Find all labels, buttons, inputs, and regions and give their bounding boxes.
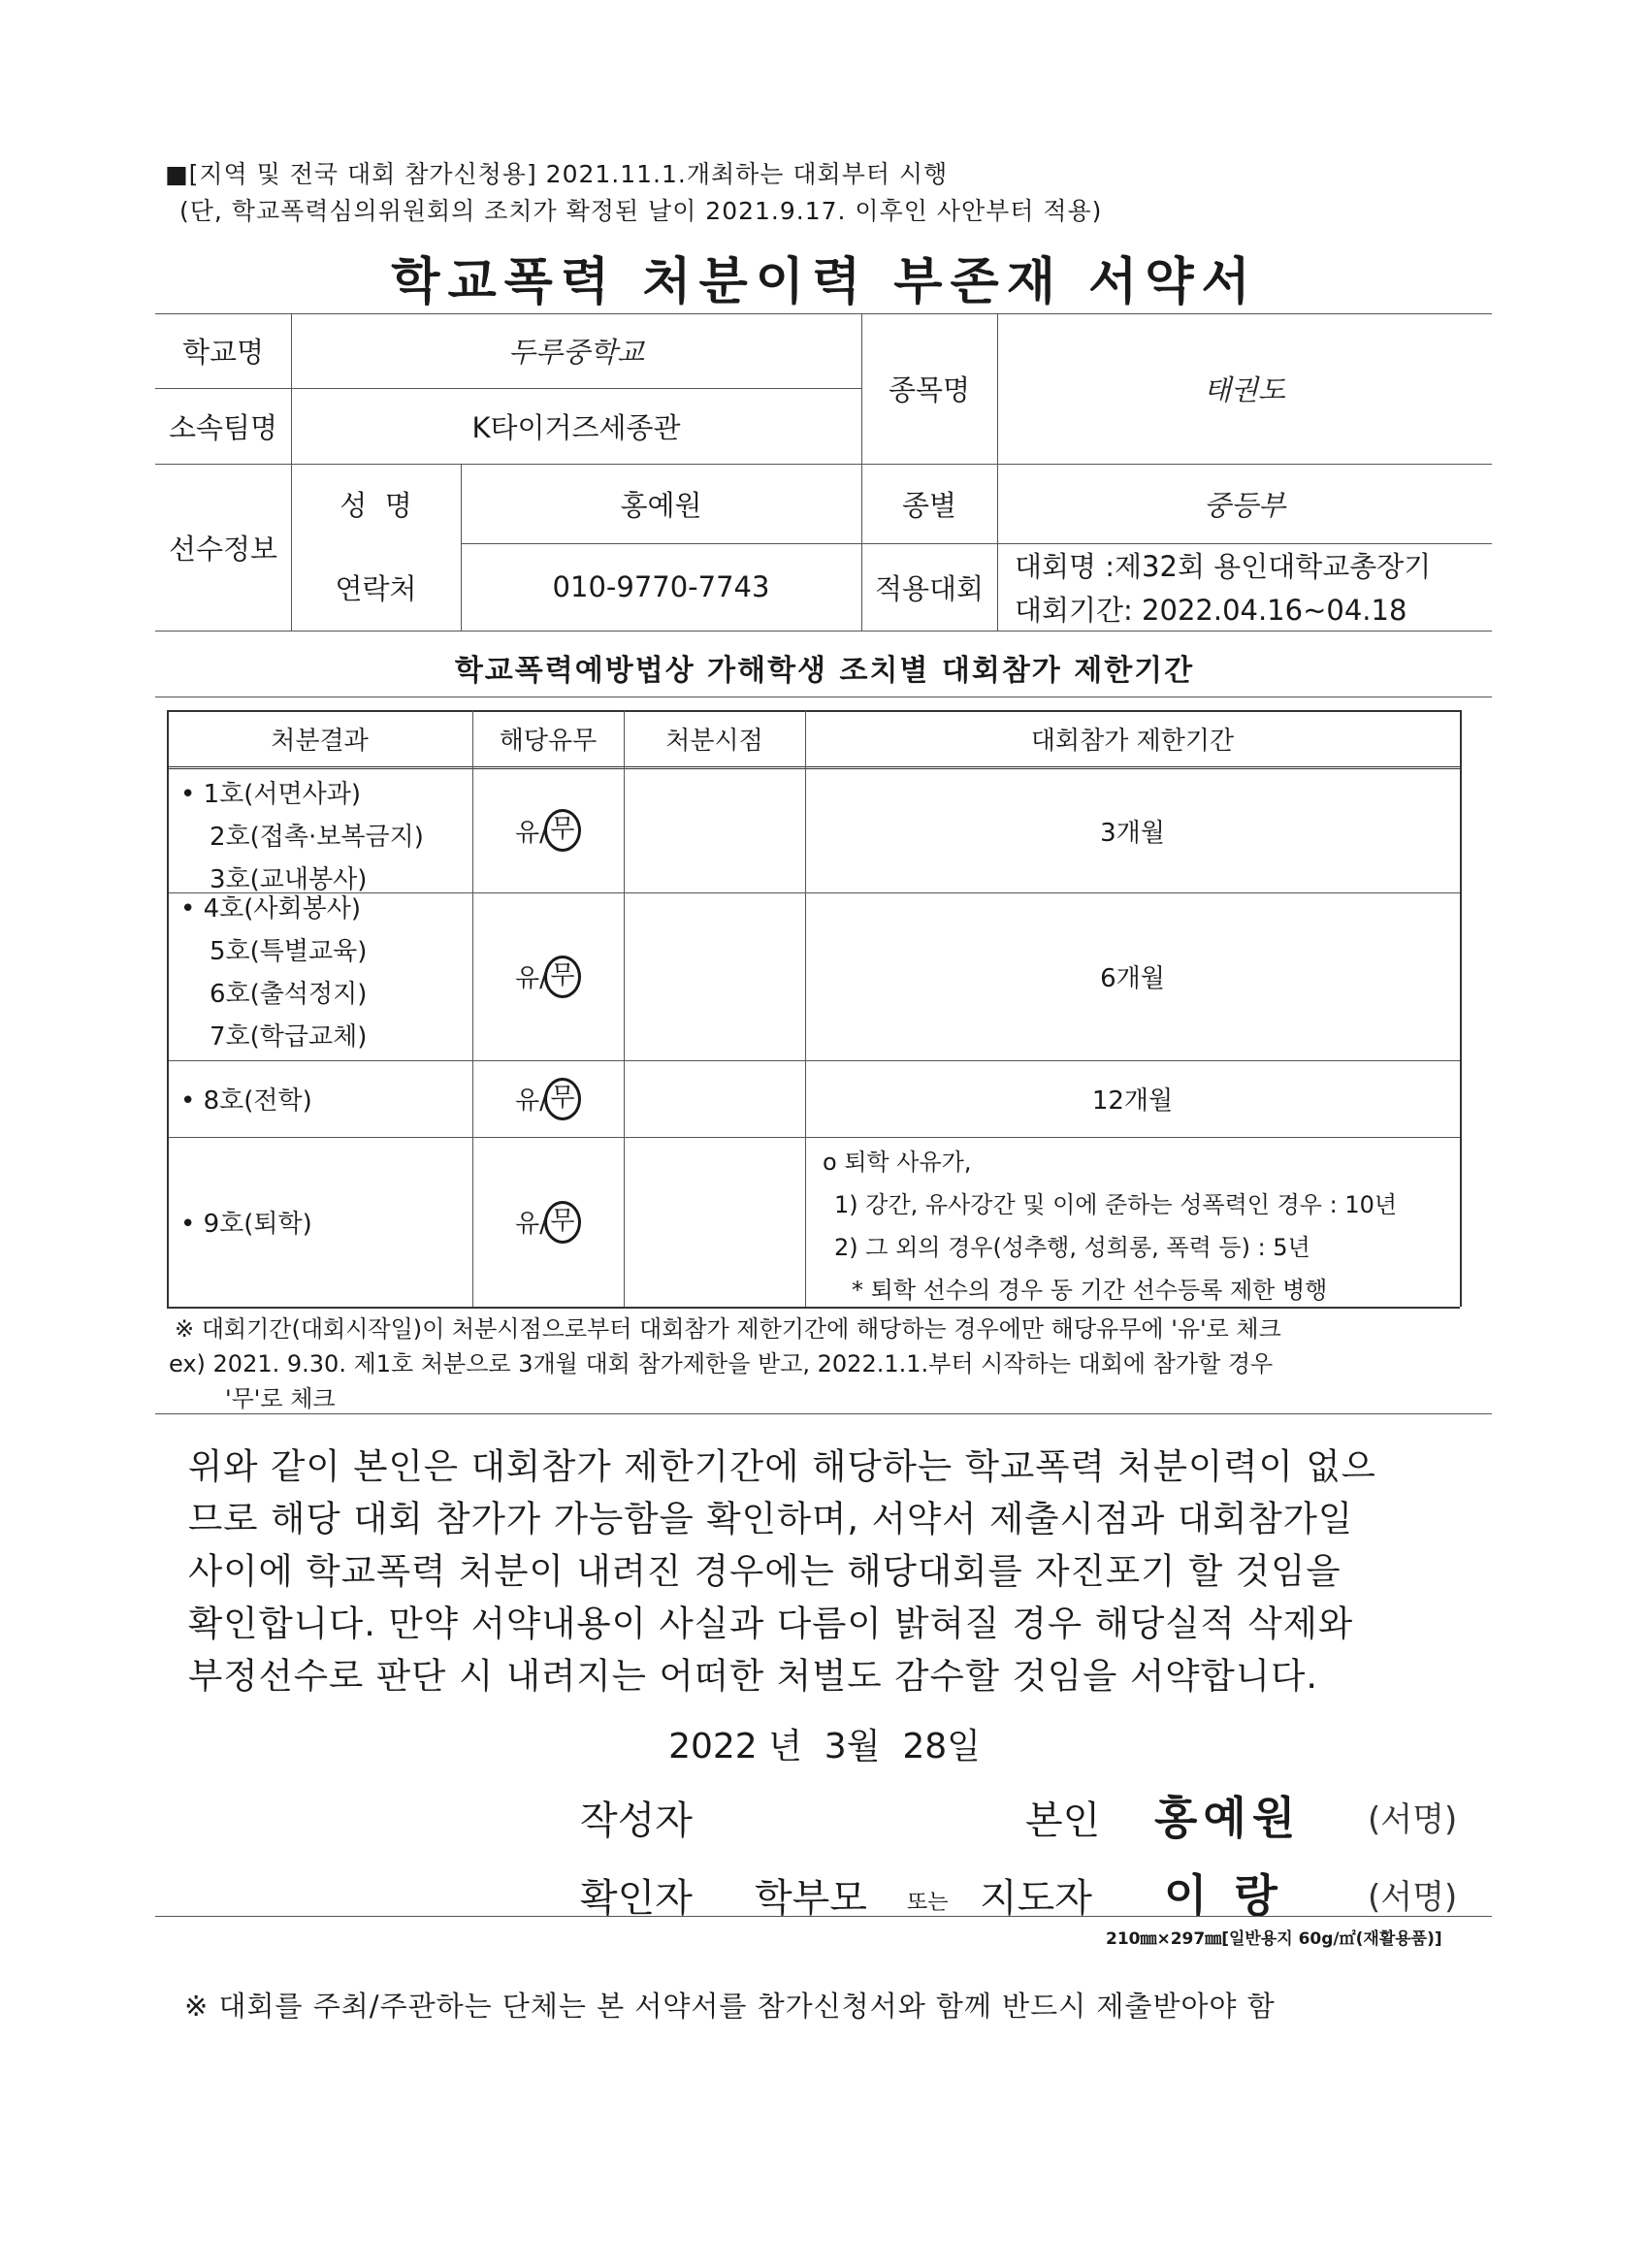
paper-spec: 210㎜×297㎜[일반용지 60g/㎡(재활용품)] [1106, 1929, 1442, 1949]
row-4-period [823, 1141, 1397, 1312]
guide-label: 지도자 [980, 1876, 1092, 1921]
writer-sign-mark: (서명) [1368, 1800, 1458, 1839]
document-title: 학교폭력 처분이력 부존재 서약서 [391, 253, 1258, 311]
event-label: 적용대회 [874, 571, 985, 605]
event-period: 대회기간: 2022.04.16~04.18 [1015, 594, 1407, 627]
header-applicable: 해당유무 [499, 726, 598, 756]
list-item: 5호(특별교육) [210, 937, 368, 966]
notice-line-1: ■[지역 및 전국 대회 참가신청용] 2021.11.1.개최하는 대회부터 시행 [165, 160, 949, 188]
list-item: 6호(출석정지) [210, 980, 368, 1009]
parent-label: 학부모 [755, 1876, 867, 1921]
list-item: 2호(접촉·보복금지) [210, 823, 424, 852]
row-3-period: 12개월 [1091, 1086, 1174, 1116]
school-label: 학교명 [181, 336, 265, 369]
confirmer-sign-mark: (서명) [1368, 1878, 1458, 1917]
row-1-mark: 유/ 무 [472, 768, 624, 892]
confirmer-signature: 이 랑 [1164, 1869, 1283, 1922]
team-label: 소속팀명 [168, 410, 278, 444]
confirmer-label: 확인자 [580, 1876, 693, 1921]
table-row-4-item: • 9호(퇴학) [180, 1210, 312, 1239]
sport-value: 태권도 [1203, 373, 1286, 406]
note-3: '무'로 체크 [225, 1385, 336, 1412]
contact-value: 010-9770-7743 [552, 570, 770, 603]
row-2-mark: 유/ 무 [472, 892, 624, 1060]
contact-label: 연락처 [335, 571, 417, 605]
table-row-3-item: • 8호(전학) [180, 1086, 312, 1116]
note-1: ※ 대회기간(대회시작일)이 처분시점으로부터 대회참가 제한기간에 해당하는 경우에만 해당유무에 '유'로 체크 [175, 1315, 1281, 1343]
pledge-line: 확인합니다. 만약 서약내용이 사실과 다름이 밝혀질 경우 해당실적 삭제와 [188, 1603, 1354, 1644]
table-row-1-items [180, 773, 424, 901]
row-2-period: 6개월 [1100, 964, 1165, 993]
note-2: ex) 2021. 9.30. 제1호 처분으로 3개월 대회 참가제한을 받고, 2022.1.1.부터 시작하는 대회에 참가할 경우 [169, 1350, 1274, 1377]
notice-line-2: (단, 학교폭력심의위원회의 조치가 확정된 날이 2021.9.17. 이후인 사안부터 적용) [179, 197, 1103, 225]
list-item: 7호(학급교체) [210, 1022, 368, 1052]
or-label: 또는 [907, 1891, 949, 1915]
header-date: 처분시점 [665, 726, 763, 756]
period-line: 2) 그 외의 경우(성추행, 성희롱, 폭력 등) : 5년 [834, 1234, 1310, 1261]
school-value: 두루중학교 [507, 336, 645, 369]
notes [169, 1312, 1281, 1416]
self-label: 본인 [1025, 1798, 1101, 1843]
category-value: 중등부 [1203, 488, 1286, 522]
name-value: 홍예원 [620, 488, 702, 522]
list-item: • 4호(사회봉사) [180, 894, 362, 923]
row-1-period: 3개월 [1100, 818, 1165, 848]
footer-note: ※ 대회를 주최/주관하는 단체는 본 서약서를 참가신청서와 함께 반드시 제출받아야 함 [184, 1990, 1276, 2023]
list-item: • 1호(서면사과) [180, 780, 362, 809]
pledge-line: 위와 같이 본인은 대회참가 제한기간에 해당하는 학교폭력 처분이력이 없으 [188, 1445, 1376, 1487]
restriction-subtitle: 학교폭력예방법상 가해학생 조치별 대회참가 제한기간 [454, 654, 1195, 688]
row-4-mark: 유/ 무 [472, 1137, 624, 1307]
period-line: 1) 강간, 유사강간 및 이에 준하는 성폭력인 경우 : 10년 [834, 1191, 1398, 1218]
writer-label: 작성자 [580, 1798, 693, 1843]
sport-label: 종목명 [888, 373, 971, 406]
list-item: 3호(교내봉사) [210, 865, 368, 894]
period-line: o 퇴학 사유가, [823, 1149, 972, 1176]
header-result: 처분결과 [271, 726, 369, 756]
pledge-line: 부정선수로 판단 시 내려지는 어떠한 처벌도 감수할 것임을 서약합니다. [188, 1655, 1318, 1697]
pledge-date: 2022 년 3월 28일 [668, 1727, 981, 1766]
header-period: 대회참가 제한기간 [1030, 726, 1235, 756]
pledge-line: 므로 해당 대회 참가가 가능함을 확인하며, 서약서 제출시점과 대회참가일 [188, 1498, 1354, 1539]
pledge-paragraph [188, 1441, 1469, 1702]
player-label: 선수정보 [168, 532, 278, 566]
category-label: 종별 [901, 488, 957, 522]
table-row-2-items [180, 888, 367, 1058]
writer-signature: 홍예원 [1154, 1792, 1302, 1844]
period-line: * 퇴학 선수의 경우 동 기간 선수등록 제한 병행 [852, 1277, 1328, 1304]
event-name: 대회명 :제32회 용인대학교총장기 [1015, 550, 1432, 583]
team-value: K타이거즈세종관 [471, 410, 681, 444]
pledge-line: 사이에 학교폭력 처분이 내려진 경우에는 해당대회를 자진포기 할 것임을 [188, 1550, 1342, 1592]
row-3-mark: 유/ 무 [472, 1060, 624, 1137]
name-label: 성 명 [340, 488, 412, 522]
